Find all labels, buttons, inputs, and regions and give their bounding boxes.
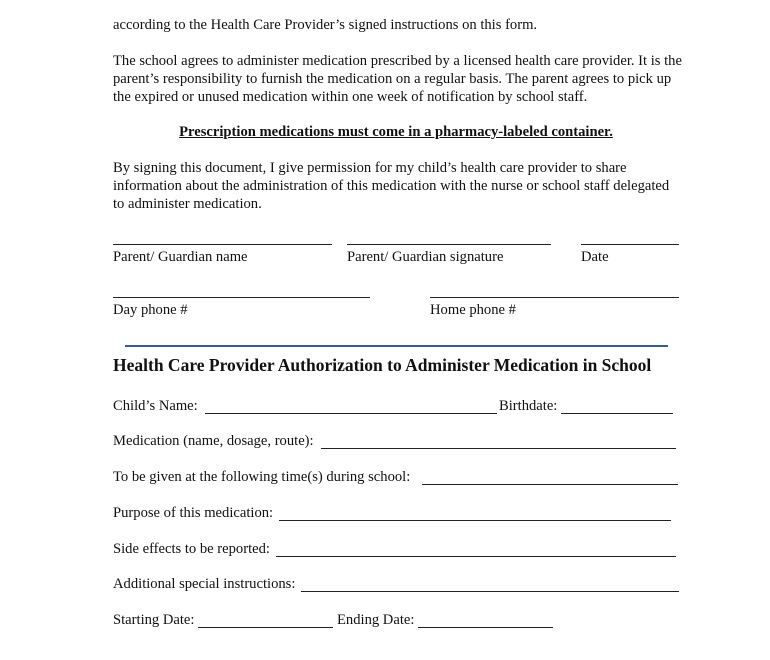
parent-date-line[interactable] — [581, 244, 679, 245]
medication-row — [113, 432, 679, 452]
intro-line-top: according to the Health Care Provider’s signed instructions on this form. — [113, 17, 538, 33]
medication-label: Medication (name, dosage, route): — [113, 433, 314, 449]
birthdate-line[interactable] — [561, 413, 673, 414]
dates-row — [113, 611, 679, 631]
parent-date-label: Date — [581, 249, 609, 265]
purpose-row — [113, 504, 679, 524]
times-line[interactable] — [422, 484, 678, 485]
side-effects-label: Side effects to be reported: — [113, 541, 270, 557]
purpose-line[interactable] — [279, 520, 671, 521]
parent-name-label: Parent/ Guardian name — [113, 249, 248, 265]
childs-name-row — [113, 397, 679, 417]
childs-name-label: Child’s Name: — [113, 398, 198, 414]
pharmacy-label-notice: Prescription medications must come in a pharmacy-labeled container. — [179, 124, 613, 140]
parent-signature-line[interactable] — [347, 244, 551, 245]
starting-date-label: Starting Date: — [113, 612, 195, 628]
side-effects-line[interactable] — [276, 556, 676, 557]
instructions-line[interactable] — [301, 591, 679, 592]
starting-date-line[interactable] — [198, 627, 333, 628]
medication-line[interactable] — [321, 448, 676, 449]
purpose-label: Purpose of this medication: — [113, 505, 274, 521]
instructions-row — [113, 575, 679, 595]
day-phone-line[interactable] — [113, 297, 370, 298]
parent-name-line[interactable] — [113, 244, 332, 245]
ending-date-label: Ending Date: — [337, 612, 415, 628]
times-label: To be given at the following time(s) during school: — [113, 469, 411, 485]
section-divider — [125, 345, 668, 347]
permission-paragraph: By signing this document, I give permission for my child’s health care provider to share information about the administration of this medication with the nurse or school staff delegated to administer medication. — [113, 160, 670, 212]
instructions-label: Additional special instructions: — [113, 576, 296, 592]
home-phone-line[interactable] — [430, 297, 679, 298]
side-effects-row — [113, 540, 679, 560]
ending-date-line[interactable] — [418, 627, 553, 628]
parent-signature-label: Parent/ Guardian signature — [347, 249, 504, 265]
times-row — [113, 468, 679, 488]
childs-name-line[interactable] — [205, 413, 497, 414]
day-phone-label: Day phone # — [113, 302, 188, 318]
birthdate-label: Birthdate: — [499, 398, 558, 414]
provider-section-title: Health Care Provider Authorization to Administer Medication in School — [113, 355, 652, 375]
home-phone-label: Home phone # — [430, 302, 516, 318]
agreement-paragraph: The school agrees to administer medication prescribed by a licensed health care provider. It is the parent’s responsibility to furnish the medication on a regular basis. The parent agrees to pick up the expired or unused medication within one week of notification by school staff. — [113, 53, 682, 105]
